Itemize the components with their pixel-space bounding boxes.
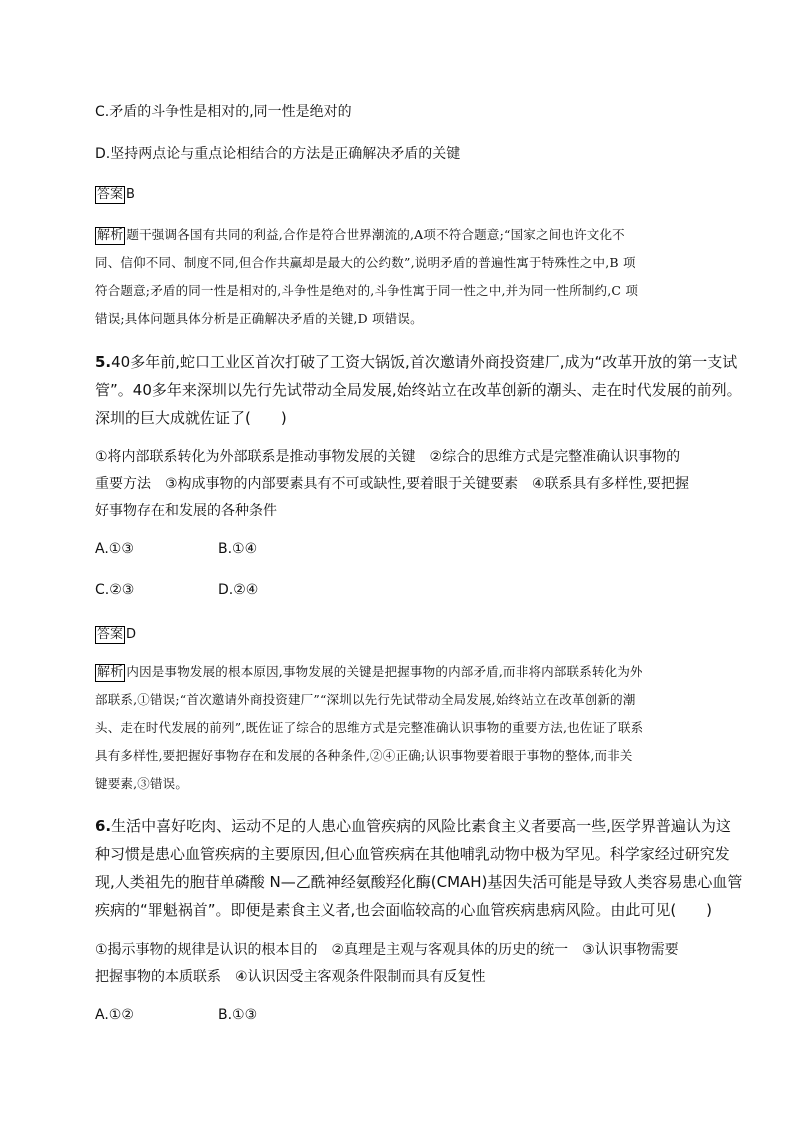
q5-explanation-line: 具有多样性,要把握好事物存在和发展的各种条件,②④正确;认识事物要着眼于事物的整体,而非关 xyxy=(95,748,633,763)
q4-explanation-line: 错误;具体问题具体分析是正确解决矛盾的关键,D 项错误。 xyxy=(95,311,423,326)
q5-stem-line xyxy=(95,351,737,372)
q4-answer xyxy=(95,183,135,204)
q6-option-b: B.①③ xyxy=(218,1007,258,1023)
q6-stem-line xyxy=(95,815,731,836)
q6-stem-line: 现,人类祖先的胞苷单磷酸 N—乙酰神经氨酸羟化酶(CMAH)基因失活可能是导致人类容易患心血管 xyxy=(95,873,743,891)
explanation-tag: 解析 xyxy=(97,228,124,243)
q5-explanation-line: 键要素,③错误。 xyxy=(95,776,189,791)
question-number: 6. xyxy=(95,817,112,835)
q5-explanation-line: 头、走在时代发展的前列”,既佐证了综合的思维方式是完整准确认识事物的重要方法,也佐证了联系 xyxy=(95,720,644,735)
q5-stem-line: 管”。40多年来深圳以先行先试带动全局发展,始终站立在改革创新的潮头、走在时代发展的前列。 xyxy=(95,381,742,399)
q5-explanation-line xyxy=(95,662,643,682)
q5-stem-line: 深圳的巨大成就佐证了( ) xyxy=(95,409,287,427)
answer-tag: 答案 xyxy=(97,627,124,642)
q5-option-d: D.②④ xyxy=(218,582,259,598)
q6-statement-line: ①揭示事物的规律是认识的根本目的 ②真理是主观与客观具体的历史的统一 ③认识事物需要 xyxy=(95,942,679,958)
q6-option-a: A.①② xyxy=(95,1007,134,1023)
question-stem-text: 40多年前,蛇口工业区首次打破了工资大锅饭,首次邀请外商投资建厂,成为“改革开放的第一支试 xyxy=(111,353,738,371)
q5-explanation-line: 部联系,①错误;“首次邀请外商投资建厂”“深圳以先行先试带动全局发展,始终站立在改革创新的潮 xyxy=(95,692,636,707)
q4-explanation-line: 符合题意;矛盾的同一性是相对的,斗争性是绝对的,斗争性寓于同一性之中,并为同一性所制约,C 项 xyxy=(95,283,639,298)
q6-statement-line: 把握事物的本质联系 ④认识因受主客观条件限制而具有反复性 xyxy=(95,969,486,985)
q4-explanation-line: 同、信仰不同、制度不同,但合作共赢却是最大的公约数”,说明矛盾的普遍性寓于特殊性之中,B 项 xyxy=(95,255,636,270)
q5-option-b: B.①④ xyxy=(218,541,258,557)
explanation-text: 题干强调各国有共同的利益,合作是符合世界潮流的,A项不符合题意;“国家之间也许文化不 xyxy=(126,227,625,242)
q6-stem-line: 种习惯是患心血管疾病的主要原因,但心血管疾病在其他哺乳动物中极为罕见。科学家经过研究发 xyxy=(95,845,730,863)
q4-option-d: D.坚持两点论与重点论相结合的方法是正确解决矛盾的关键 xyxy=(95,146,461,162)
q5-answer xyxy=(95,623,136,644)
q5-statement-line: 好事物存在和发展的各种条件 xyxy=(95,503,277,519)
answer-tag: 答案 xyxy=(97,187,124,202)
question-stem-text: 生活中喜好吃肉、运动不足的人患心血管疾病的风险比素食主义者要高一些,医学界普遍认为这 xyxy=(111,817,731,835)
q5-statement-line: 重要方法 ③构成事物的内部要素具有不可或缺性,要着眼于关键要素 ④联系具有多样性,要把握 xyxy=(95,476,689,492)
answer-value: B xyxy=(126,187,135,202)
q5-option-a: A.①③ xyxy=(95,541,134,557)
q4-explanation-line xyxy=(95,225,625,245)
q6-stem-line: 疾病的“罪魁祸首”。即便是素食主义者,也会面临较高的心血管疾病患病风险。由此可见( ) xyxy=(95,901,713,919)
question-number: 5. xyxy=(95,353,112,371)
q4-option-c: C.矛盾的斗争性是相对的,同一性是绝对的 xyxy=(95,104,352,120)
q5-option-c: C.②③ xyxy=(95,582,135,598)
q5-statement-line: ①将内部联系转化为外部联系是推动事物发展的关键 ②综合的思维方式是完整准确认识事物的 xyxy=(95,449,681,465)
explanation-tag: 解析 xyxy=(97,665,124,680)
answer-value: D xyxy=(126,627,137,642)
explanation-text: 内因是事物发展的根本原因,事物发展的关键是把握事物的内部矛盾,而非将内部联系转化为外 xyxy=(126,664,643,679)
